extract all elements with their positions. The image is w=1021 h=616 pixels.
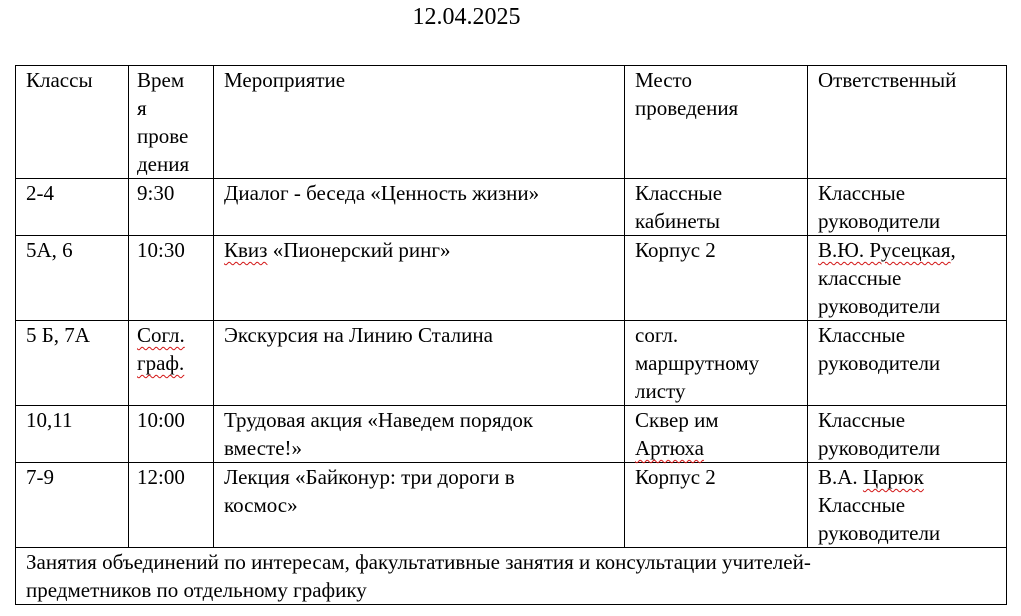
cell-event: Квиз «Пионерский ринг» <box>214 236 625 321</box>
header-event: Мероприятие <box>214 66 625 179</box>
cell-responsible: В.А. Царюк Классные руководители <box>808 463 1007 548</box>
header-responsible: Ответственный <box>808 66 1007 179</box>
spellcheck-word: Артюха <box>635 436 704 460</box>
cell-time: 12:00 <box>129 463 214 548</box>
cell-place: Сквер им Артюха <box>625 406 808 463</box>
cell-classes: 2-4 <box>16 179 129 236</box>
cell-time <box>129 321 214 406</box>
cell-responsible: В.Ю. Русецкая, классные руководители <box>808 236 1007 321</box>
table-row <box>16 321 1007 406</box>
header-time: Врем я прове дения <box>129 66 214 179</box>
cell-place: Корпус 2 <box>625 236 808 321</box>
cell-place: согл. маршрутному листу <box>625 321 808 406</box>
cell-responsible: Классные руководители <box>808 321 1007 406</box>
cell-event: Лекция «Байконур: три дороги в космос» <box>214 463 625 548</box>
table-row <box>16 406 1007 463</box>
cell-classes: 5А, 6 <box>16 236 129 321</box>
spellcheck-word: В.Ю. Русецкая <box>818 238 951 262</box>
cell-event: Экскурсия на Линию Сталина <box>214 321 625 406</box>
cell-classes: 7-9 <box>16 463 129 548</box>
cell-responsible: Классные руководители <box>808 406 1007 463</box>
cell-time: 9:30 <box>129 179 214 236</box>
table-row <box>16 236 1007 321</box>
cell-event: Диалог - беседа «Ценность жизни» <box>214 179 625 236</box>
spellcheck-word: Квиз <box>224 238 268 262</box>
table-header-row <box>16 66 1007 179</box>
cell-classes: 10,11 <box>16 406 129 463</box>
header-classes: Классы <box>16 66 129 179</box>
cell-responsible: Классные руководители <box>808 179 1007 236</box>
spellcheck-word: граф. <box>137 351 185 375</box>
spellcheck-word: Царюк <box>862 465 924 489</box>
cell-event: Трудовая акция «Наведем порядок вместе!» <box>214 406 625 463</box>
cell-classes: 5 Б, 7А <box>16 321 129 406</box>
table-row <box>16 463 1007 548</box>
cell-time: 10:00 <box>129 406 214 463</box>
schedule-table <box>15 65 1007 605</box>
footer-note: Занятия объединений по интересам, факультативные занятия и консультации учителей- предметников по отдельному графику <box>16 548 1007 605</box>
cell-place: Корпус 2 <box>625 463 808 548</box>
table-footer-row <box>16 548 1007 605</box>
cell-time: 10:30 <box>129 236 214 321</box>
document-date: 12.04.2025 <box>412 4 521 30</box>
table-row <box>16 179 1007 236</box>
cell-place: Классные кабинеты <box>625 179 808 236</box>
spellcheck-word: Согл. <box>137 323 185 347</box>
header-place: Место проведения <box>625 66 808 179</box>
